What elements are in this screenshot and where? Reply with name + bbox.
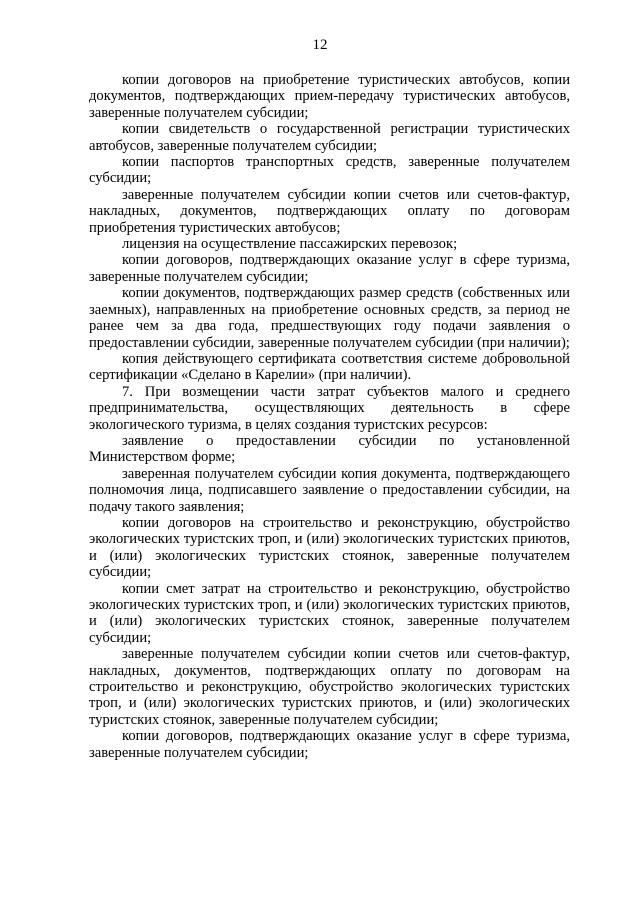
paragraph: заверенные получателем субсидии копии счетов или счетов-фактур, накладных, документов, подтверждающих оплату по договорам на строительство и реконструкцию, обустройство экологических туристских троп, и (или) экологических туристских приютов, и (или) экологических туристских стоянок, заверенные получателем субсидии; [89,646,570,728]
paragraph: копии документов, подтверждающих размер средств (собственных или заемных), направленных на приобретение основных средств, за период не ранее чем за два года, предшествующих году подачи заявления о предоставлении субсидии, заверенные получателем субсидии (при наличии); [89,285,570,351]
paragraph: копии договоров на строительство и реконструкцию, обустройство экологических туристских троп, и (или) экологических туристских приютов, и (или) экологических туристских стоянок, заверенные получателем субсидии; [89,514,570,581]
paragraph: заверенная получателем субсидии копия документа, подтверждающего полномочия лица, подписавшего заявление о предоставлении субсидии, на подачу такого заявления; [89,465,570,515]
paragraph: заявление о предоставлении субсидии по установленной Министерством форме; [89,432,570,466]
paragraph: копии договоров, подтверждающих оказание услуг в сфере туризма, заверенные получателем субсидии; [89,728,570,761]
page-number: 12 [312,37,328,53]
paragraph: 7. При возмещении части затрат субъектов малого и среднего предпринимательства, осуществляющих деятельность в сфере экологического туризма, в целях создания туристских ресурсов: [89,383,570,433]
paragraph: лицензия на осуществление пассажирских перевозок; [122,236,458,253]
paragraph: копии паспортов транспортных средств, заверенные получателем субсидии; [89,154,570,187]
paragraph: копии договоров на приобретение туристических автобусов, копии документов, подтверждающих прием-передачу туристических автобусов, заверенные получателем субсидии; [89,72,570,121]
paragraph: копия действующего сертификата соответствия системе добровольной сертификации «Сделано в Карелии» (при наличии). [89,350,570,384]
paragraph: копии смет затрат на строительство и реконструкцию, обустройство экологических туристских троп, и (или) экологических туристских приютов, и (или) экологических туристских стоянок, заверенные получателем субсидии; [89,580,570,646]
paragraph: заверенные получателем субсидии копии счетов или счетов-фактур, накладных, документов, подтверждающих оплату по договорам приобретения туристических автобусов; [89,186,570,236]
document-body [89,72,570,761]
paragraph: копии договоров, подтверждающих оказание услуг в сфере туризма, заверенные получателем субсидии; [89,252,570,285]
paragraph: копии свидетельств о государственной регистрации туристических автобусов, заверенные получателем субсидии; [89,121,570,154]
